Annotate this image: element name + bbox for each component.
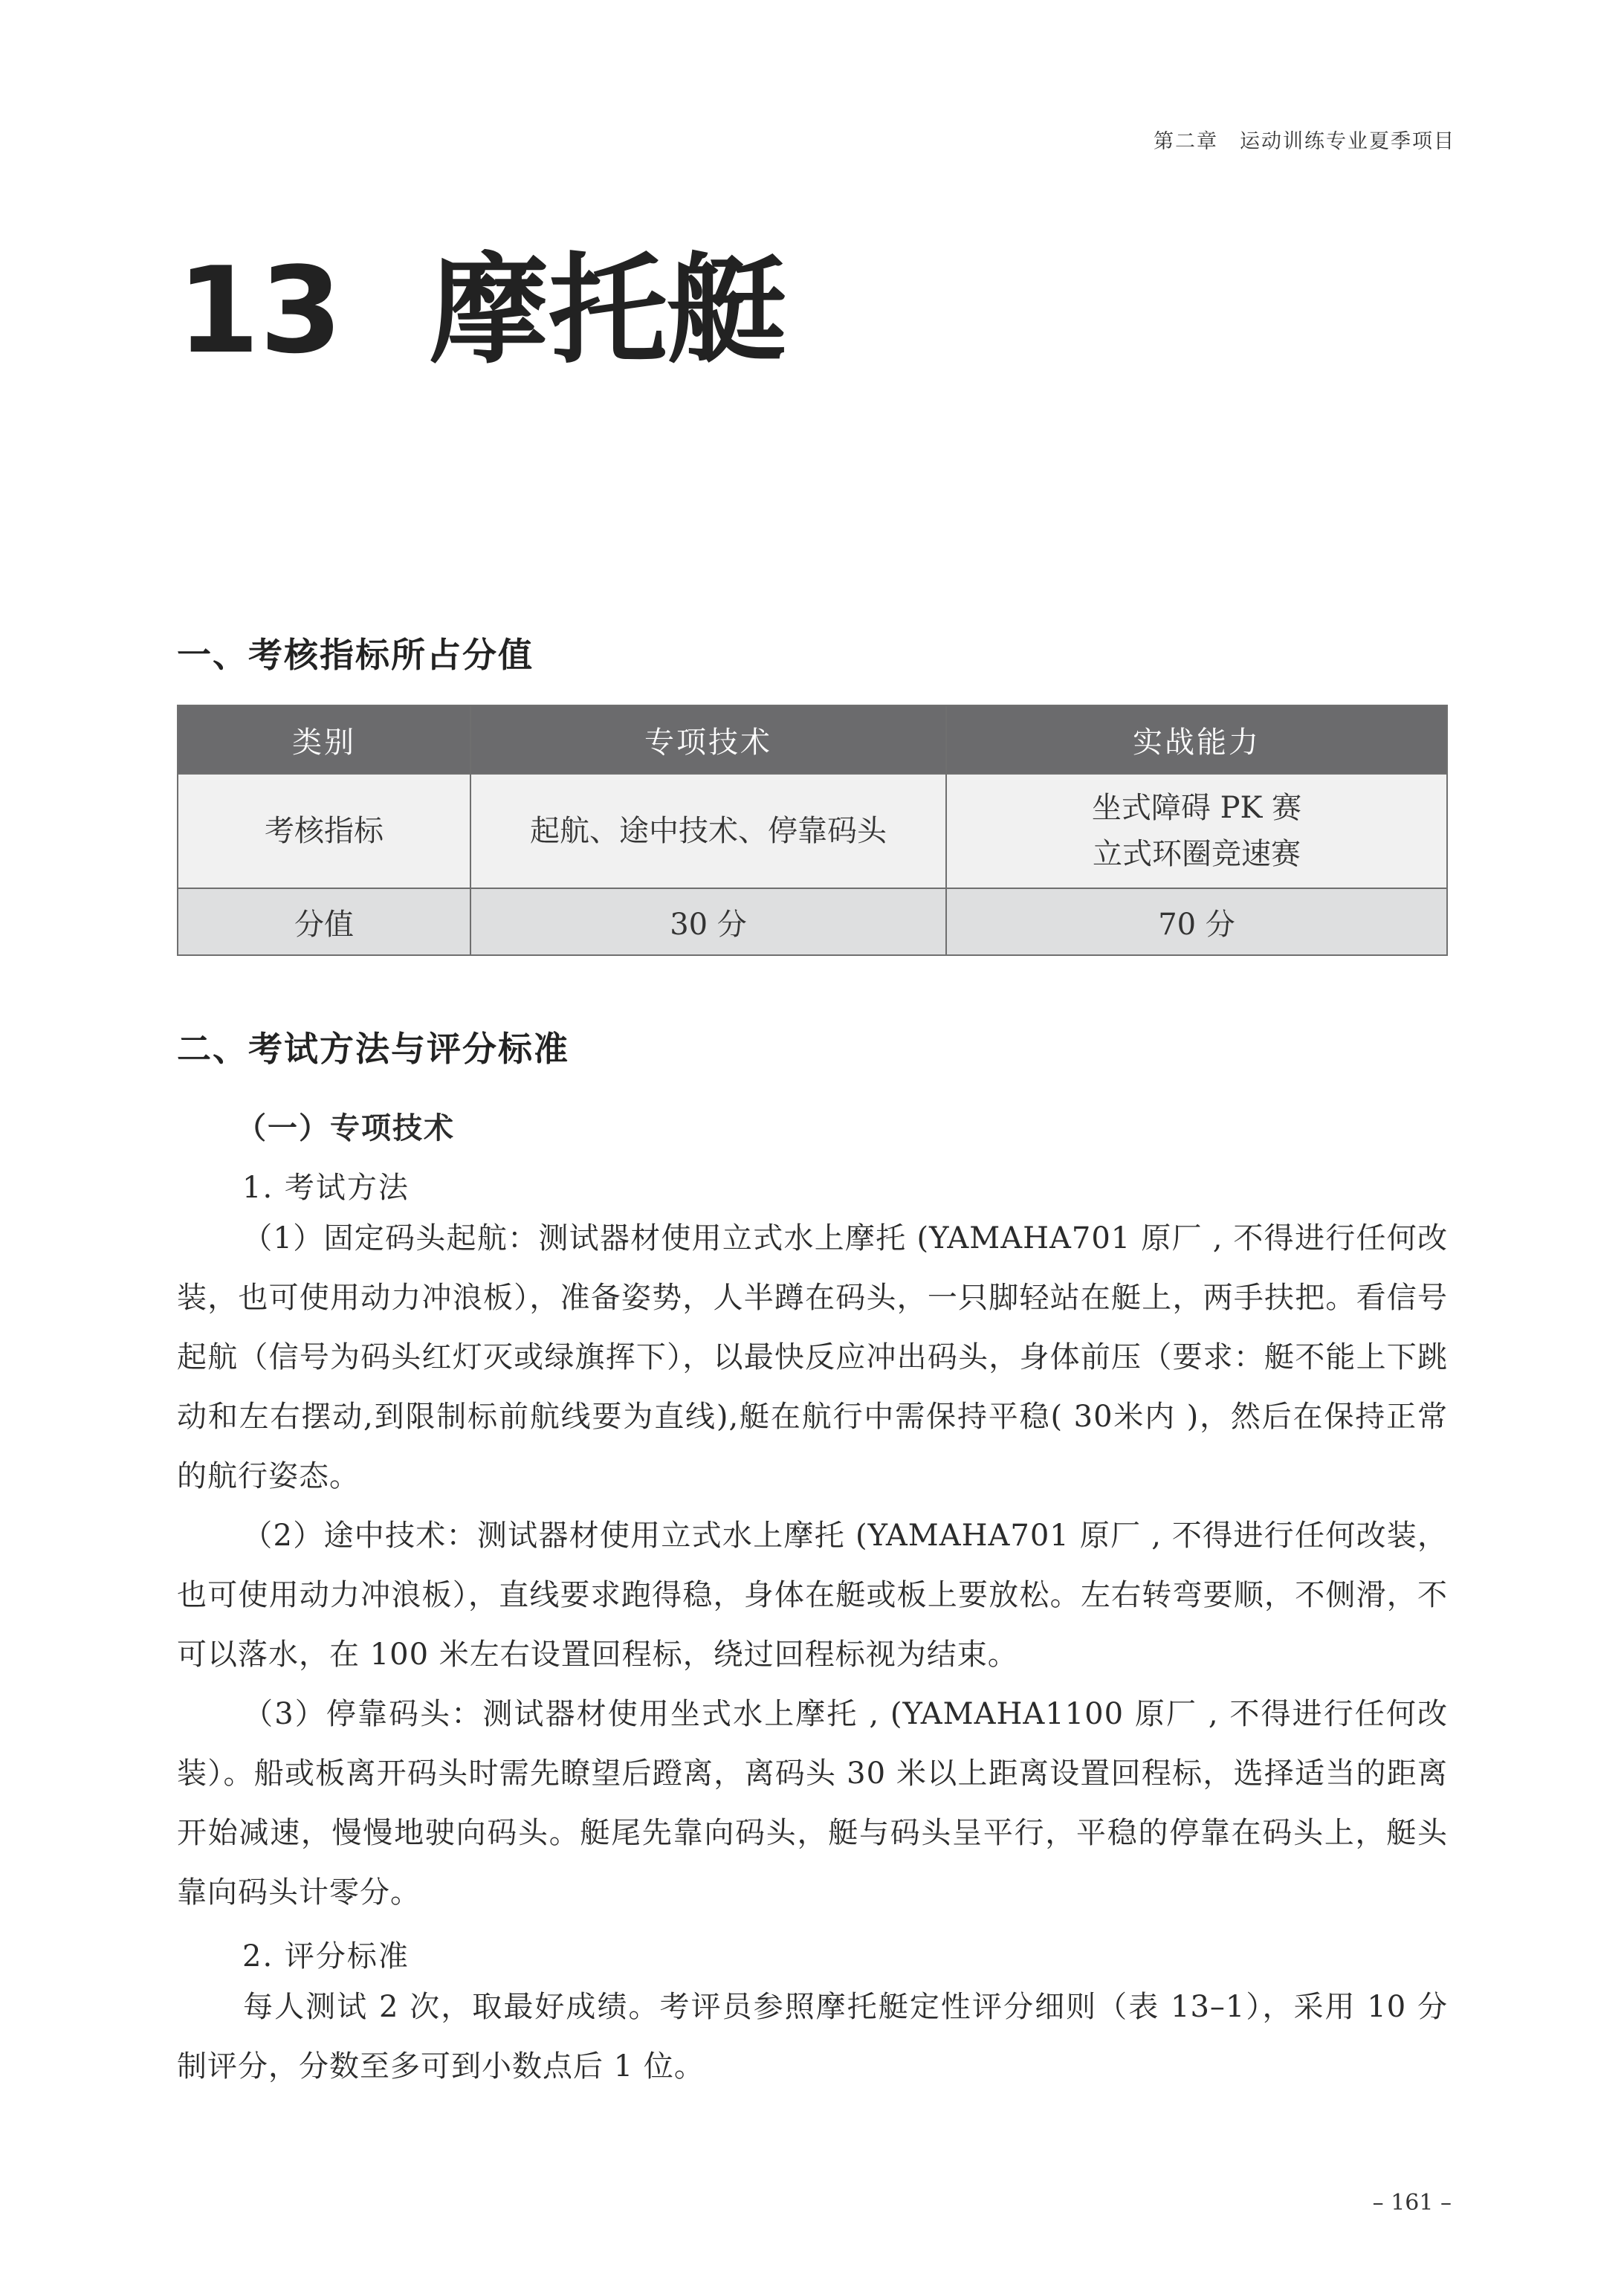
table-cell: 考核指标 <box>178 774 470 888</box>
chapter-number: 13 <box>177 241 343 380</box>
paragraph <box>177 1977 1448 2096</box>
paragraph <box>177 1684 1448 1922</box>
chapter-name: 摩托艇 <box>430 241 787 380</box>
paragraph-text: （2）途中技术：测试器材使用立式水上摩托 (YAMAHA701 原厂 , 不得进行任何改装，也可使用动力冲浪板），直线要求跑得稳，身体在艇或板上要放松。左右转弯要顺，不侧滑，不可以落水，在 100 米左右设置回程标，绕过回程标视为结束。 <box>177 1519 1448 1672</box>
page-number: – 161 – <box>1372 2190 1452 2216</box>
table-row <box>178 888 1447 955</box>
paragraph <box>177 1209 1448 1506</box>
item-heading: 1. 考试方法 <box>242 1171 410 1205</box>
table-header-row <box>178 705 1447 774</box>
table-cell: 30 分 <box>470 888 946 955</box>
table-cell: 70 分 <box>946 888 1447 955</box>
item-heading: 2. 评分标准 <box>242 1939 410 1974</box>
paragraph-text: （3）停靠码头：测试器材使用坐式水上摩托 , (YAMAHA1100 原厂 , 不得进行任何改装）。船或板离开码头时需先瞭望后蹬离，离码头 30 米以上距离设置回程标，选择适当的距离开始减速，慢慢地驶向码头。艇尾先靠向码头，艇与码头呈平行，平稳的停靠在码头上，艇头靠向码头计零分。 <box>177 1697 1448 1910</box>
paragraph <box>177 1506 1448 1684</box>
table-row <box>178 774 1447 888</box>
section-heading-methods: 二、考试方法与评分标准 <box>177 1029 569 1069</box>
table-header-cell: 类别 <box>178 705 470 774</box>
table-cell: 分值 <box>178 888 470 955</box>
cell-line: 立式环圈竞速赛 <box>1093 837 1301 871</box>
table-header-cell: 实战能力 <box>946 705 1447 774</box>
score-table <box>177 705 1448 956</box>
running-header: 第二章 运动训练专业夏季项目 <box>1154 130 1455 153</box>
table-header-cell: 专项技术 <box>470 705 946 774</box>
section-heading-scores: 一、考核指标所占分值 <box>177 635 534 675</box>
table-cell <box>946 774 1447 888</box>
cell-line: 坐式障碍 PK 赛 <box>1091 791 1302 825</box>
paragraph-text: 每人测试 2 次，取最好成绩。考评员参照摩托艇定性评分细则（表 13–1），采用 10 分制评分，分数至多可到小数点后 1 位。 <box>177 1990 1448 2084</box>
table-cell: 起航、途中技术、停靠码头 <box>470 774 946 888</box>
paragraph-text: （1）固定码头起航：测试器材使用立式水上摩托 (YAMAHA701 原厂 , 不得进行任何改装，也可使用动力冲浪板），准备姿势，人半蹲在码头，一只脚轻站在艇上，两手扶把。看信号起航（信号为码头红灯灭或绿旗挥下），以最快反应冲出码头，身体前压（要求：艇不能上下跳动和左右摆动,到限制标前航线要为直线),艇在航行中需保持平稳( 30米内 )，然后在保持正常的航行姿态。 <box>177 1221 1448 1493</box>
subsection-heading: （一）专项技术 <box>236 1111 455 1145</box>
chapter-title <box>177 241 787 380</box>
